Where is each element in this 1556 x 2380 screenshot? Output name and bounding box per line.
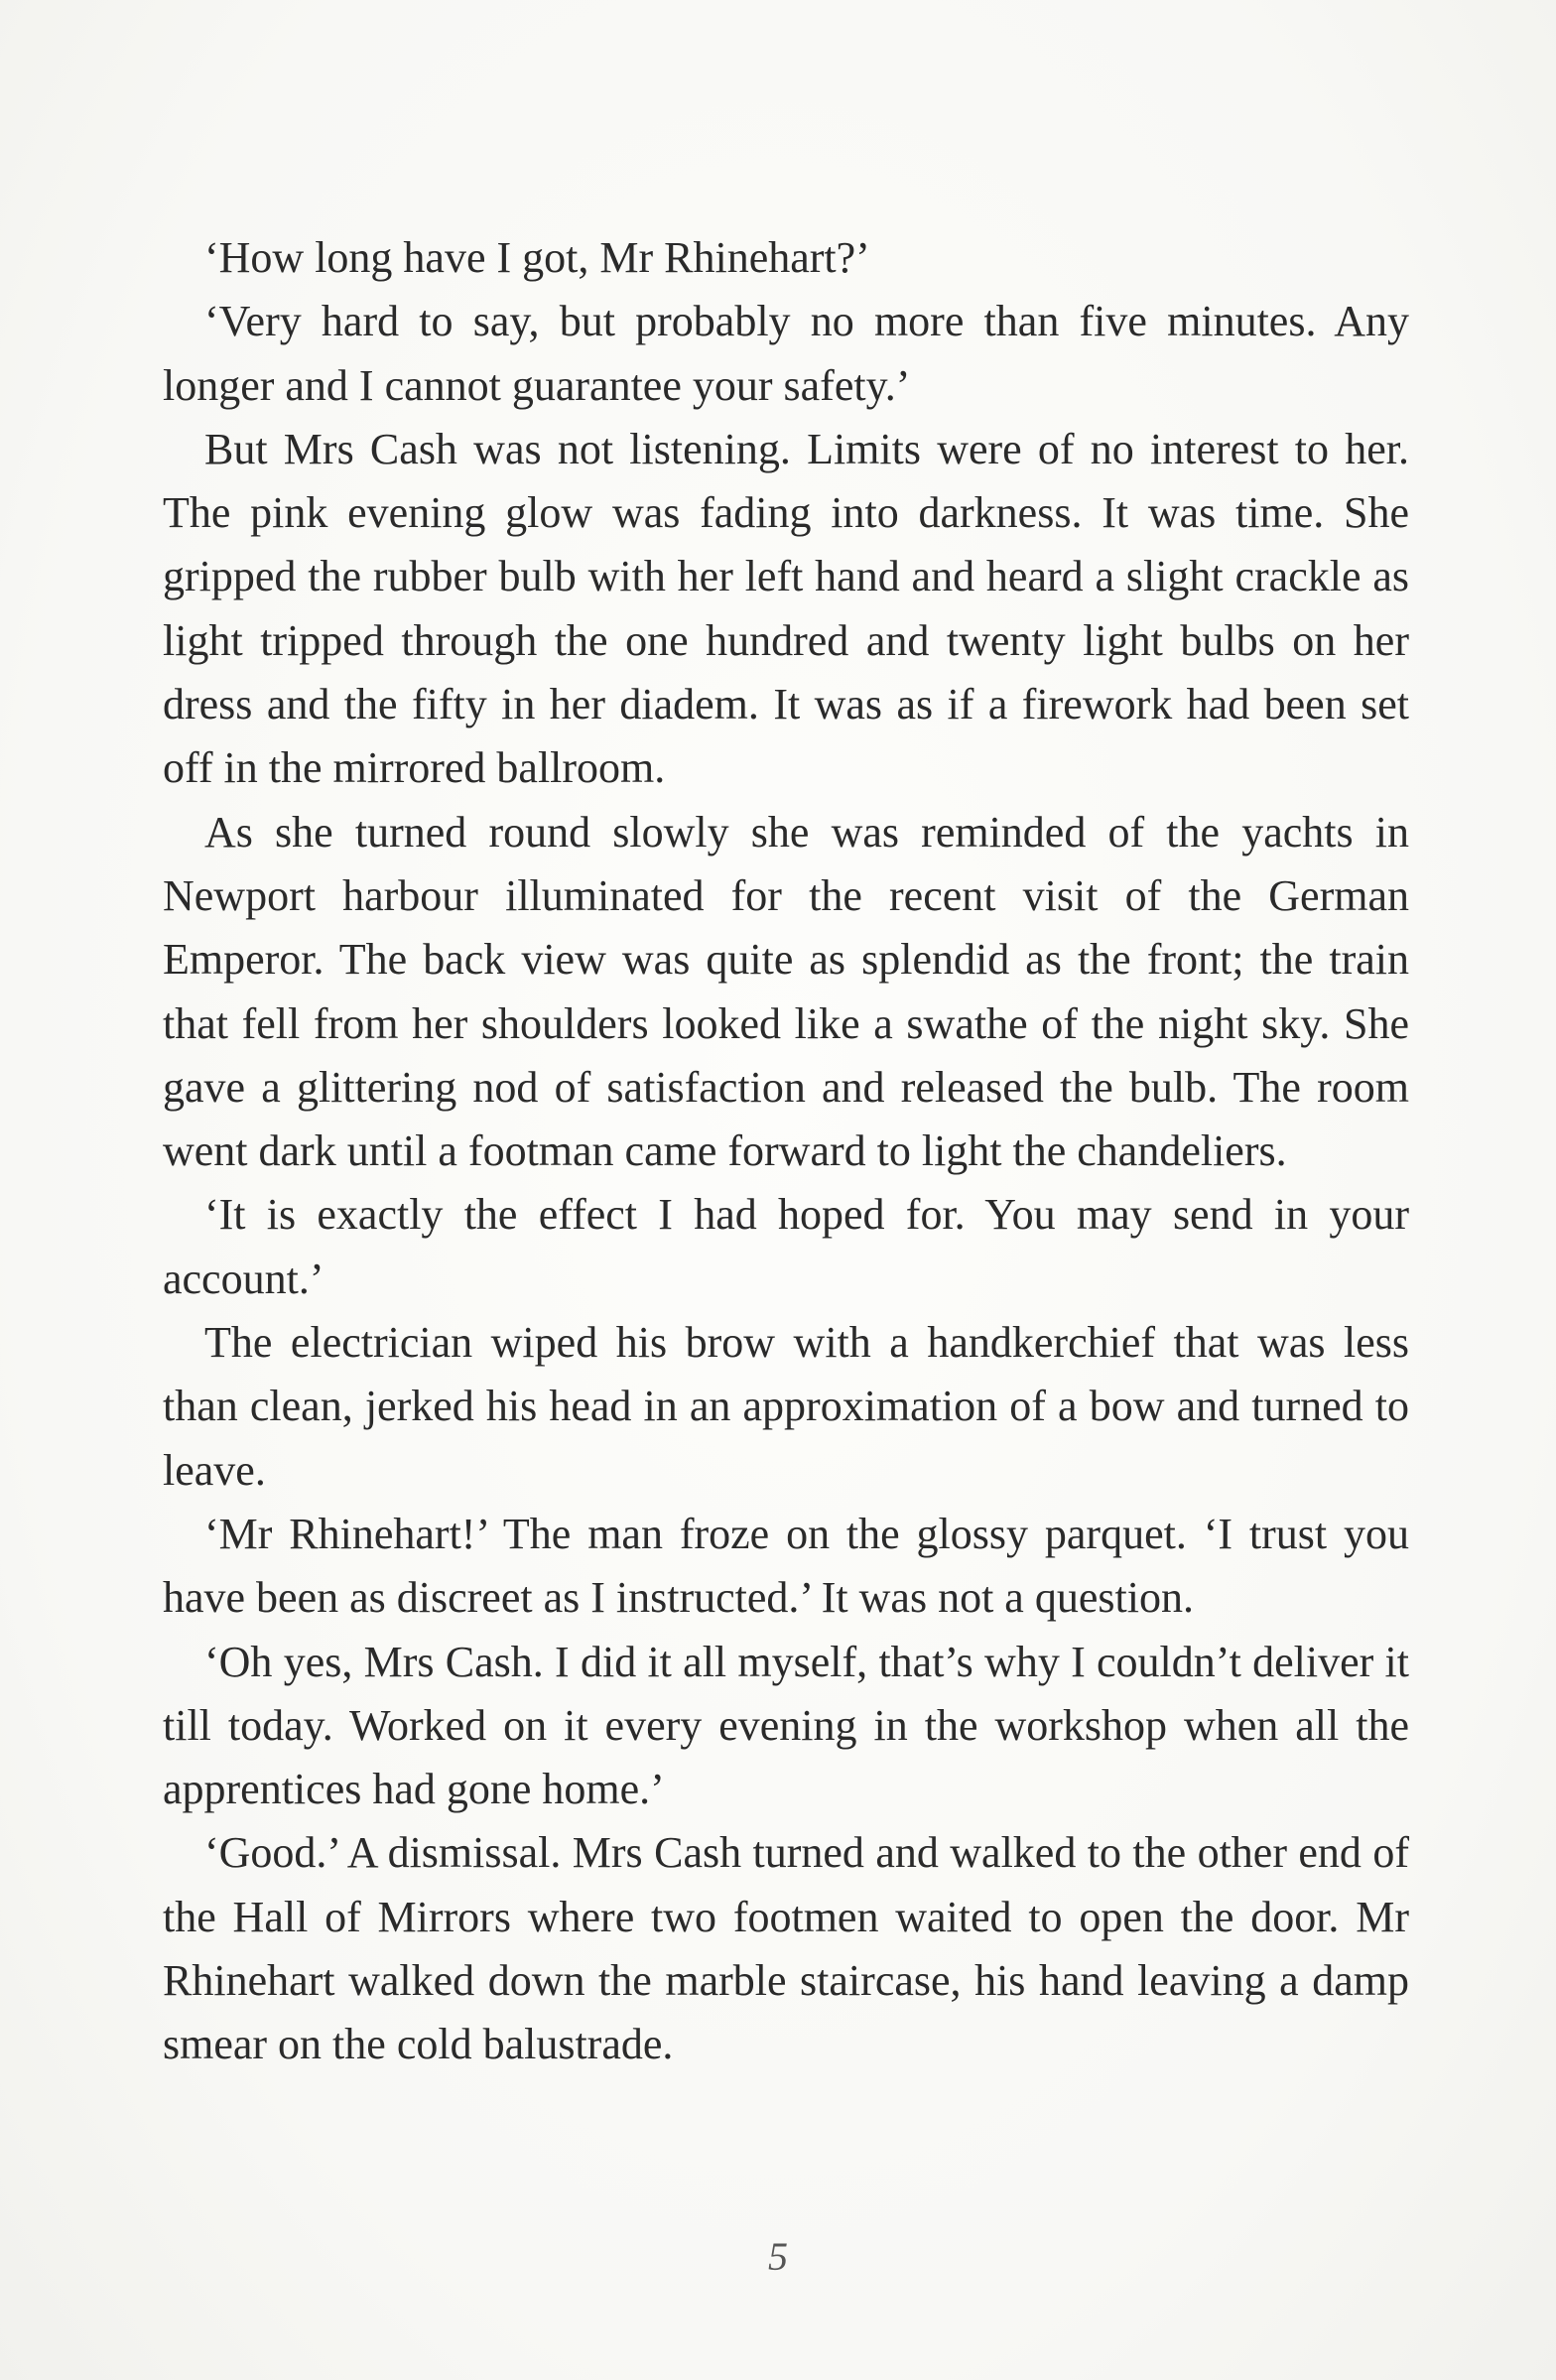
page-number: 5 bbox=[768, 2234, 788, 2279]
paragraph-6: The electrician wiped his brow with a handkerchief that was less than clean, jerked his head in an approximation of a bow and turned to leave. bbox=[163, 1318, 1409, 1495]
paragraph-1: ‘How long have I got, Mr Rhinehart?’ bbox=[204, 233, 870, 282]
paragraph-4: As she turned round slowly she was reminded of the yachts in Newport harbour illuminated for the recent visit of the German Emperor. The back view was quite as splendid as the front; the train that fell from her shoulders looked like a swathe of the night sky. She gave a glittering nod of satisfaction and released the bulb. The room went dark until a footman came forward to light the chandeliers. bbox=[163, 807, 1409, 1176]
paragraph-5: ‘It is exactly the effect I had hoped for. You may send in your account.’ bbox=[163, 1190, 1409, 1303]
paragraph-8: ‘Oh yes, Mrs Cash. I did it all myself, that’s why I couldn’t deliver it till today. Worked on it every evening in the workshop when all the apprentices had gone home.’ bbox=[163, 1637, 1409, 1814]
paragraph-7: ‘Mr Rhinehart!’ The man froze on the glossy parquet. ‘I trust you have been as discreet as I instructed.’ It was not a question. bbox=[163, 1509, 1409, 1623]
paragraph-2: ‘Very hard to say, but probably no more than five minutes. Any longer and I cannot guarantee your safety.’ bbox=[163, 297, 1409, 410]
paragraph-9: ‘Good.’ A dismissal. Mrs Cash turned and walked to the other end of the Hall of Mirrors where two footmen waited to open the door. Mr Rhinehart walked down the marble staircase, his hand leaving a damp smear on the cold balustrade. bbox=[163, 1828, 1409, 2069]
body-text bbox=[163, 226, 1409, 2077]
paragraph-3: But Mrs Cash was not listening. Limits were of no interest to her. The pink evening glow was fading into darkness. It was time. She gripped the rubber bulb with her left hand and heard a slight crackle as light tripped through the one hundred and twenty light bulbs on her dress and the fifty in her diadem. It was as if a firework had been set off in the mirrored ballroom. bbox=[163, 424, 1409, 793]
